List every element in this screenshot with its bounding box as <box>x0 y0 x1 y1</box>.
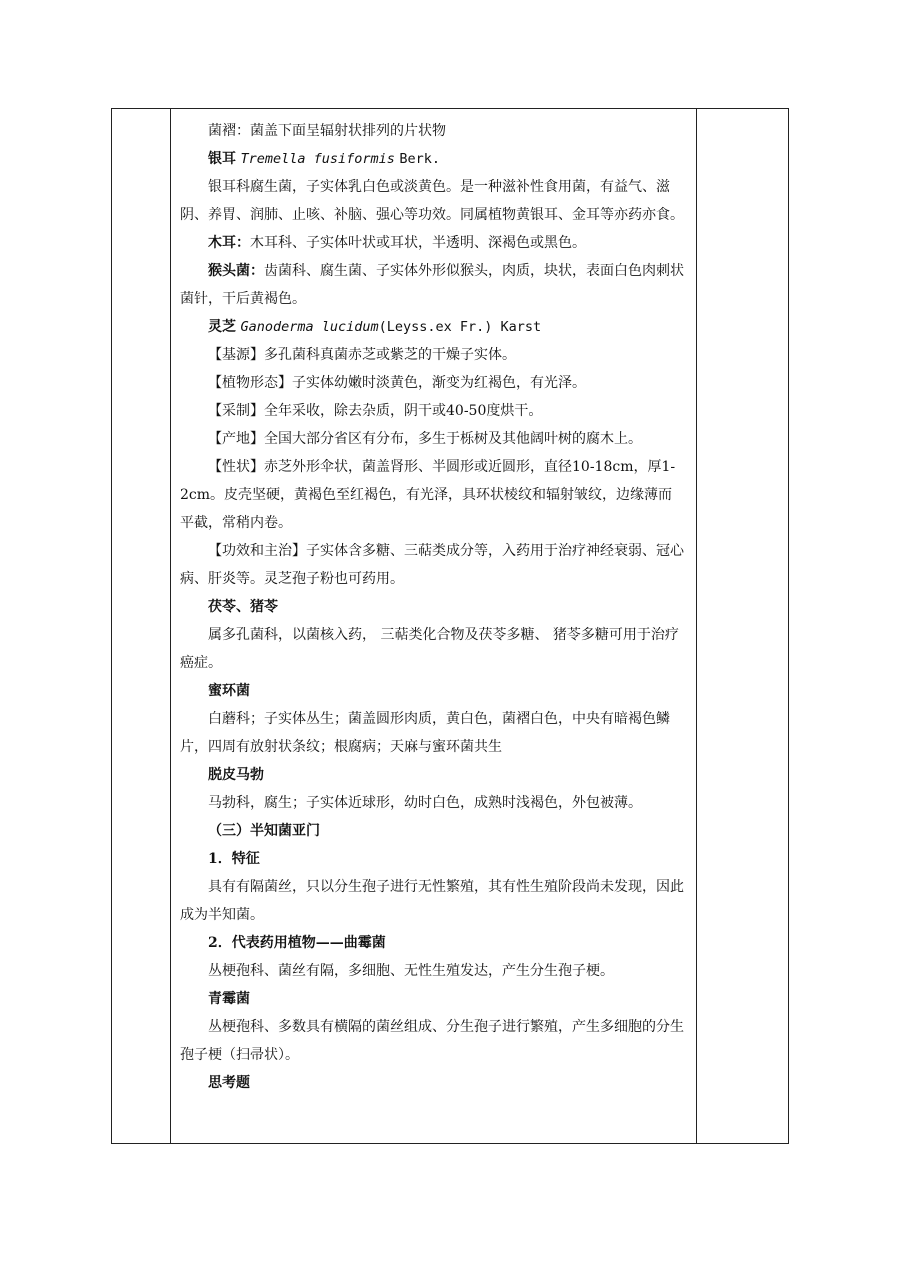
paragraph-gill: 菌褶：菌盖下面呈辐射状排列的片状物 <box>208 123 446 139</box>
lingzhi-author: (Leyss.ex Fr.) Karst <box>378 319 542 335</box>
lingzhi-latin-name: Ganoderma lucidum <box>240 319 379 335</box>
paragraph-caizhi: 【采制】全年采收，除去杂质，阴干或40-50度烘干。 <box>208 403 543 419</box>
houtou-heading: 猴头菌： <box>208 263 264 279</box>
content-cell <box>171 109 697 1144</box>
paragraph-yiner-title <box>180 145 684 173</box>
content-body <box>171 109 696 1097</box>
paragraph-chandi: 【产地】全国大部分省区有分布，多生于栎树及其他阔叶树的腐木上。 <box>208 431 642 447</box>
paragraph-houtou <box>180 257 684 313</box>
lesson-plan-table <box>111 108 789 1144</box>
heading-section-3: （三）半知菌亚门 <box>208 823 320 839</box>
paragraph-lingzhi-title <box>180 313 684 341</box>
heading-daibiao: 2．代表药用植物——曲霉菌 <box>208 935 386 951</box>
left-column-cell <box>112 109 171 1144</box>
paragraph-tezheng: 具有有隔菌丝，只以分生孢子进行无性繁殖，其有性生殖阶段尚未发现，因此成为半知菌。 <box>180 879 684 923</box>
paragraph-daibiao: 丛梗孢科、菌丝有隔，多细胞、无性生殖发达，产生分生孢子梗。 <box>208 963 614 979</box>
heading-tezheng: 1．特征 <box>208 851 260 867</box>
paragraph-mihuan: 白蘑科；子实体丛生；菌盖圆形肉质，黄白色，菌褶白色，中央有暗褐色鳞片，四周有放射状条纹；根腐病；天麻与蜜环菌共生 <box>180 711 670 755</box>
paragraph-xingzhuang: 【性状】赤芝外形伞状，菌盖肾形、半圆形或近圆形，直径10-18cm，厚1-2cm。皮壳坚硬，黄褐色至红褐色，有光泽，具环状棱纹和辐射皱纹，边缘薄而平截，常稍内卷。 <box>180 459 676 531</box>
yiner-latin-name: Tremella fusiformis <box>240 151 395 167</box>
yiner-author: Berk. <box>399 151 440 167</box>
paragraph-tuopi: 马勃科，腐生；子实体近球形，幼时白色，成熟时浅褐色，外包被薄。 <box>208 795 642 811</box>
paragraph-yiner-desc: 银耳科腐生菌，子实体乳白色或淡黄色。是一种滋补性食用菌，有益气、滋阴、养胃、润肺、止咳、补脑、强心等功效。同属植物黄银耳、金耳等亦药亦食。 <box>180 179 684 223</box>
paragraph-jiyuan: 【基源】多孔菌科真菌赤芝或紫芝的干燥子实体。 <box>208 347 516 363</box>
heading-tuopi: 脱皮马勃 <box>208 767 264 783</box>
lingzhi-name: 灵芝 <box>208 319 236 335</box>
heading-mihuan: 蜜环菌 <box>208 683 250 699</box>
paragraph-zhiwu: 【植物形态】子实体幼嫩时淡黄色，渐变为红褐色，有光泽。 <box>208 375 586 391</box>
heading-qingmei: 青霉菌 <box>208 991 250 1007</box>
heading-sikao: 思考题 <box>208 1075 250 1091</box>
paragraph-muer <box>180 229 684 257</box>
heading-fuling: 茯苓、猪苓 <box>208 599 278 615</box>
muer-text: 木耳科、子实体叶状或耳状，半透明、深褐色或黑色。 <box>250 235 586 251</box>
right-column-cell <box>697 109 789 1144</box>
yiner-name: 银耳 <box>208 151 236 167</box>
muer-heading: 木耳： <box>208 235 250 251</box>
paragraph-fuling: 属多孔菌科，以菌核入药， 三萜类化合物及茯苓多糖、 猪苓多糖可用于治疗癌症。 <box>180 627 679 671</box>
houtou-text: 齿菌科、腐生菌、子实体外形似猴头，肉质，块状，表面白色肉刺状菌针，干后黄褐色。 <box>180 263 684 307</box>
paragraph-gongxiao: 【功效和主治】子实体含多糖、三萜类成分等，入药用于治疗神经衰弱、冠心病、肝炎等。灵芝孢子粉也可药用。 <box>180 543 684 587</box>
paragraph-qingmei: 丛梗孢科、多数具有横隔的菌丝组成、分生孢子进行繁殖，产生多细胞的分生孢子梗（扫帚状）。 <box>180 1019 684 1063</box>
